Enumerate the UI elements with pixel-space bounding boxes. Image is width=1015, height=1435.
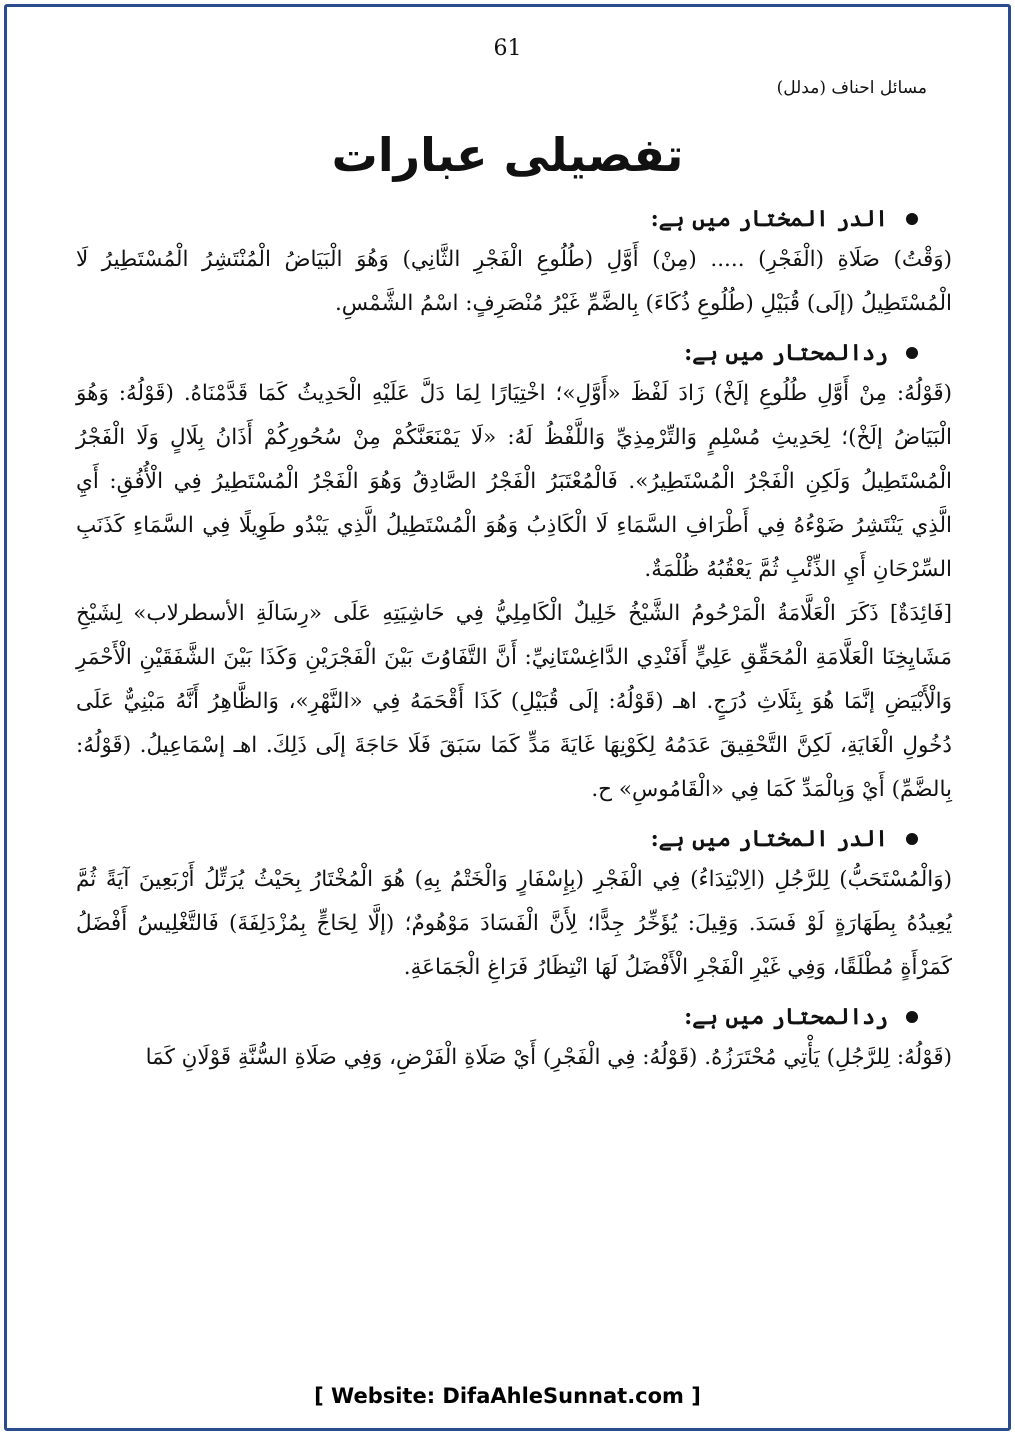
section-heading [76,826,952,852]
section-durr-1 [76,206,952,326]
section-heading [76,340,952,366]
section-durr-2 [76,826,952,990]
bullet-icon [906,213,918,225]
section-radd-2 [76,1004,952,1080]
section-radd-1 [76,340,952,812]
section-heading-text: الدر المختار میں ہے: [650,826,888,852]
website-footer: [ Website: DifaAhleSunnat.com ] [314,1384,701,1408]
section-heading-text: الدر المختار میں ہے: [650,206,888,232]
section-paragraph: (قَوْلُهُ: لِلرَّجُلِ) يَأْتِي مُحْتَرَزُهُ. (قَوْلُهُ: فِي الْفَجْرِ) أَيْ صَلَاةِ الْفَرْضِ، وَفِي صَلَاةِ السُّنَّةِ قَوْلَانِ كَمَا [145,1045,952,1070]
section-paragraph: (قَوْلُهُ: مِنْ أَوَّلِ طُلُوعِ إلَخْ) زَادَ لَفْظَ «أَوَّلِ»؛ اخْتِيَارًا لِمَا دَلَّ عَلَيْهِ الْحَدِيثُ كَمَا قَدَّمْنَاهُ. (قَوْلُهُ: وَهُوَ الْبَيَاضُ إلَخْ)؛ لِحَدِيثِ مُسْلِمٍ وَالتِّرْمِذِيِّ وَاللَّفْظُ لَهُ: «لَا يَمْنَعَنَّكُمْ مِنْ سُحُورِكُمْ أَذَانُ بِلَالٍ وَلَا الْفَجْرُ الْمُسْتَطِيلُ وَلَكِنِ الْفَجْرُ الْمُسْتَطِيرُ». فَالْمُعْتَبَرُ الْفَجْرُ الصَّادِقُ وَهُوَ الْفَجْرُ الْمُسْتَطِيرُ فِي الْأُفُقِ: أَيِ الَّذِي يَنْتَشِرُ ضَوْءُهُ فِي أَطْرَافِ السَّمَاءِ لَا الْكَاذِبُ وَهُوَ الْمُسْتَطِيلُ الَّذِي يَبْدُو طَوِيلًا فِي السَّمَاءِ كَذَنَبِ السِّرْحَانِ أَيِ الذِّئْبِ ثُمَّ يَعْقُبُهُ ظُلْمَةٌ. [76,381,952,582]
section-paragraph: (وَالْمُسْتَحَبُّ) لِلرَّجُلِ (الِابْتِدَاءُ) فِي الْفَجْرِ (بِإِسْفَارٍ وَالْخَتْمُ بِهِ) هُوَ الْمُخْتَارُ بِحَيْثُ يُرَتِّلُ أَرْبَعِينَ آيَةً ثُمَّ يُعِيدُهُ بِطَهَارَةٍ لَوْ فَسَدَ. وَقِيلَ: يُؤَخِّرُ جِدًّا؛ لِأَنَّ الْفَسَادَ مَوْهُومٌ؛ (إلَّا لِحَاجٍّ بِمُزْدَلِفَةَ) فَالتَّغْلِيسُ أَفْضَلُ كَمَرْأَةٍ مُطْلَقًا، وَفِي غَيْرِ الْفَجْرِ الْأَفْضَلُ لَهَا انْتِظَارُ فَرَاغِ الْجَمَاعَةِ. [76,867,952,980]
section-paragraph: (وَقْتُ) صَلَاةِ (الْفَجْرِ) ..... (مِنْ) أَوَّلِ (طُلُوعِ الْفَجْرِ الثَّانِي) وَهُوَ الْبَيَاضُ الْمُنْتَشِرُ الْمُسْتَطِيرُ لَا الْمُسْتَطِيلُ (إلَى) قُبَيْلِ (طُلُوعِ ذُكَاءَ) بِالضَّمِّ غَيْرُ مُنْصَرِفٍ: اسْمُ الشَّمْسِ. [76,247,952,316]
running-head: مسائل احناف (مدلل) [776,78,927,98]
section-heading [76,1004,952,1030]
bullet-icon [906,347,918,359]
bullet-icon [906,1011,918,1023]
section-heading [76,206,952,232]
page-number: 61 [493,36,522,61]
document-body [76,200,952,1094]
bullet-icon [906,833,918,845]
section-paragraph-note: [فَائِدَةٌ] ذَكَرَ الْعَلَّامَةُ الْمَرْحُومُ الشَّيْخُ خَلِيلٌ الْكَامِلِيُّ فِي حَاشِيَتِهِ عَلَى «رِسَالَةِ الأسطرلاب» لِشَيْخِ مَشَايِخِنَا الْعَلَّامَةِ الْمُحَقِّقِ عَلِيٍّ أَفَنْدِي الدَّاغِسْتَانِيِّ: أَنَّ التَّفَاوُتَ بَيْنَ الْفَجْرَيْنِ وَكَذَا بَيْنَ الشَّفَقَيْنِ الْأَحْمَرِ وَالْأَبْيَضِ إنَّمَا هُوَ بِثَلَاثِ دُرَجٍ. اهـ (قَوْلُهُ: إلَى قُبَيْلِ) كَذَا أَقْحَمَهُ فِي «النَّهْرِ»، وَالظَّاهِرُ أَنَّهُ مَبْنِيٌّ عَلَى دُخُولِ الْغَايَةِ، لَكِنَّ التَّحْقِيقَ عَدَمُهُ لِكَوْنِهَا غَايَةَ مَدٍّ كَمَا سَبَقَ فَلَا حَاجَةَ إلَى ذَلِكَ. اهـ إسْمَاعِيلُ. (قَوْلُهُ: بِالضَّمِّ) أَيْ وَبِالْمَدِّ كَمَا فِي «الْقَامُوسِ» ح. [76,601,952,802]
section-heading-text: ردالمحتار میں ہے: [684,1004,888,1030]
section-heading-text: ردالمحتار میں ہے: [684,340,888,366]
page-title: تفصیلی عبارات [331,128,684,182]
